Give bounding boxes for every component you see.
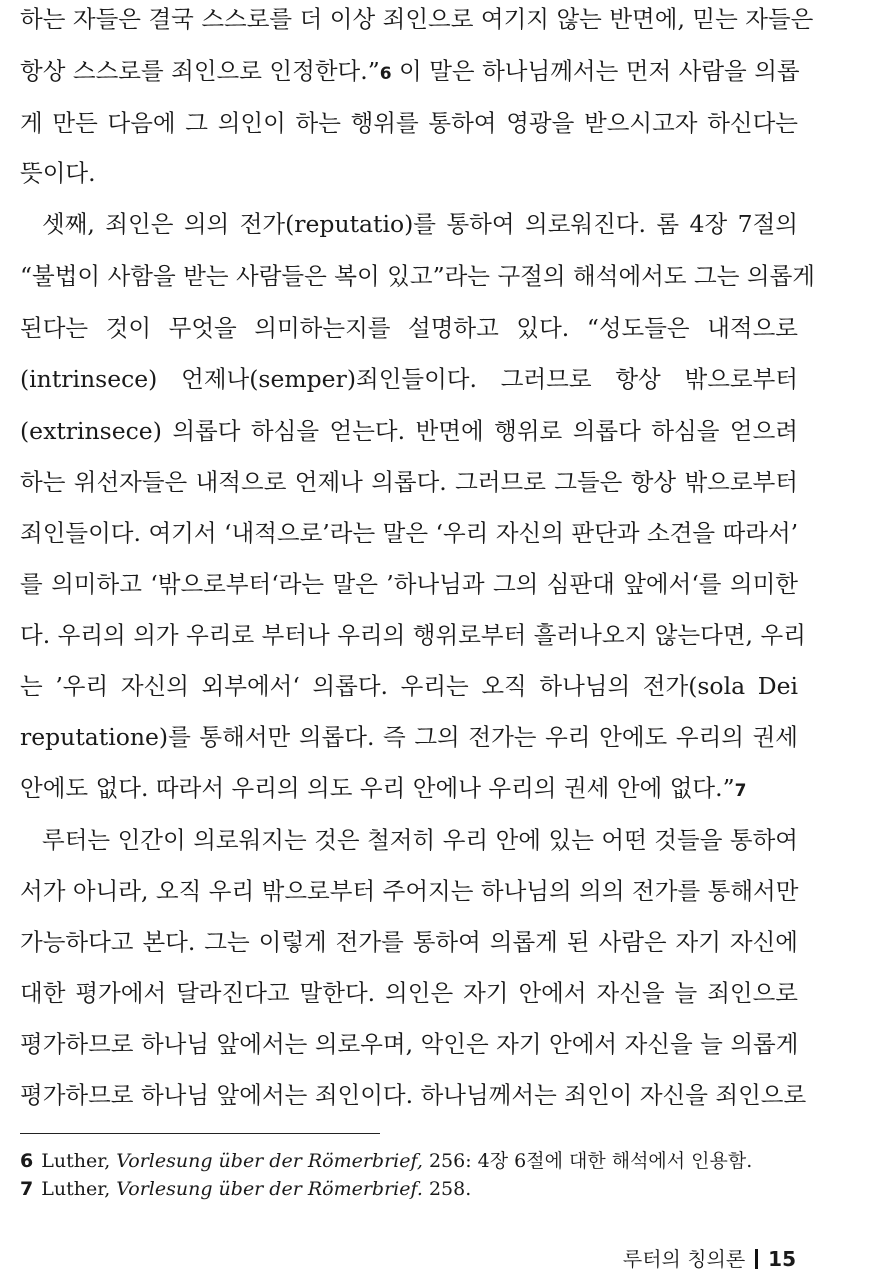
- text-line: 는 ’우리 자신의 외부에서‘ 의롭다. 우리는 오직 하나님의 전가(sola Dei: [20, 672, 798, 700]
- text-line: 를 의미하고 ‘밖으로부터‘라는 말은 ’하나님과 그의 심판대 앞에서‘를 의미한: [20, 570, 798, 598]
- text-line: 대한 평가에서 달라진다고 말한다. 의인은 자기 안에서 자신을 늘 죄인으로: [20, 979, 798, 1007]
- page-number: 15: [768, 1247, 796, 1271]
- footnote-7: [20, 1177, 471, 1201]
- footnote-divider: [20, 1133, 380, 1134]
- text-line: 게 만든 다음에 그 의인이 하는 행위를 통하여 영광을 받으시고자 하신다는: [20, 109, 798, 137]
- footnote-text: 258.: [428, 1178, 472, 1200]
- text-line: 평가하므로 하나님 앞에서는 죄인이다. 하나님께서는 죄인이 자신을 죄인으로: [20, 1081, 807, 1109]
- text-line: 가능하다고 본다. 그는 이렇게 전가를 통하여 의롭게 된 사람은 자기 자신에: [20, 928, 798, 956]
- text-line: reputatione)를 통해서만 의롭다. 즉 그의 전가는 우리 안에도 우리의 권세: [20, 723, 798, 751]
- text-segment: 안에도 없다. 따라서 우리의 의도 우리 안에나 우리의 권세 안에 없다.”: [20, 774, 735, 802]
- text-line: (extrinsece) 의롭다 하심을 얻는다. 반면에 행위로 의롭다 하심을 얻으려: [20, 417, 798, 445]
- text-line: 서가 아니라, 오직 우리 밖으로부터 주어지는 하나님의 의의 전가를 통해서만: [20, 877, 799, 905]
- footnote-number: 7: [20, 1178, 34, 1200]
- footer-separator: [755, 1249, 758, 1269]
- footnote-author: Luther,: [41, 1178, 111, 1200]
- footnote-title: Vorlesung über der Römerbrief,: [116, 1150, 423, 1172]
- footnote-title: Vorlesung über der Römerbrief.: [116, 1178, 423, 1200]
- text-line: “불법이 사함을 받는 사람들은 복이 있고”라는 구절의 해석에서도 그는 의롭게: [20, 262, 815, 290]
- text-line: 죄인들이다. 여기서 ‘내적으로’라는 말은 ‘우리 자신의 판단과 소견을 따라서’: [20, 519, 799, 547]
- text-line: 하는 위선자들은 내적으로 언제나 의롭다. 그러므로 그들은 항상 밖으로부터: [20, 468, 798, 496]
- text-line: 평가하므로 하나님 앞에서는 의로우며, 악인은 자기 안에서 자신을 늘 의롭게: [20, 1030, 799, 1058]
- running-title: 루터의 칭의론: [622, 1247, 746, 1271]
- text-line: 뜻이다.: [20, 159, 96, 187]
- text-line: [20, 56, 798, 89]
- text-line: 다. 우리의 의가 우리로 부터나 우리의 행위로부터 흘러나오지 않는다면, 우리: [20, 621, 806, 649]
- footnote-text: 256: 4장 6절에 대한 해석에서 인용함.: [428, 1150, 753, 1172]
- page-footer: [623, 1246, 796, 1272]
- text-segment: 항상 스스로를 죄인으로 인정한다.”: [20, 57, 380, 85]
- text-line: (intrinsece) 언제나(semper)죄인들이다. 그러므로 항상 밖으로부터: [20, 365, 798, 393]
- text-line: 된다는 것이 무엇을 의미하는지를 설명하고 있다. “성도들은 내적으로: [20, 314, 798, 342]
- footnote-author: Luther,: [41, 1150, 111, 1172]
- text-segment: 이 말은 하나님께서는 먼저 사람을 의롭: [399, 57, 800, 85]
- footnote-ref-7: 7: [734, 781, 747, 801]
- text-line: 하는 자들은 결국 스스로를 더 이상 죄인으로 여기지 않는 반면에, 믿는 자들은: [20, 5, 814, 33]
- text-line: 루터는 인간이 의로워지는 것은 철저히 우리 안에 있는 어떤 것들을 통하여: [42, 826, 798, 854]
- text-line: 셋째, 죄인은 의의 전가(reputatio)를 통하여 의로워진다. 롬 4장 7절의: [42, 210, 798, 238]
- footnote-6: [20, 1149, 752, 1173]
- footnote-ref-6: 6: [379, 64, 392, 84]
- text-line: [20, 773, 798, 806]
- footnote-number: 6: [20, 1150, 34, 1172]
